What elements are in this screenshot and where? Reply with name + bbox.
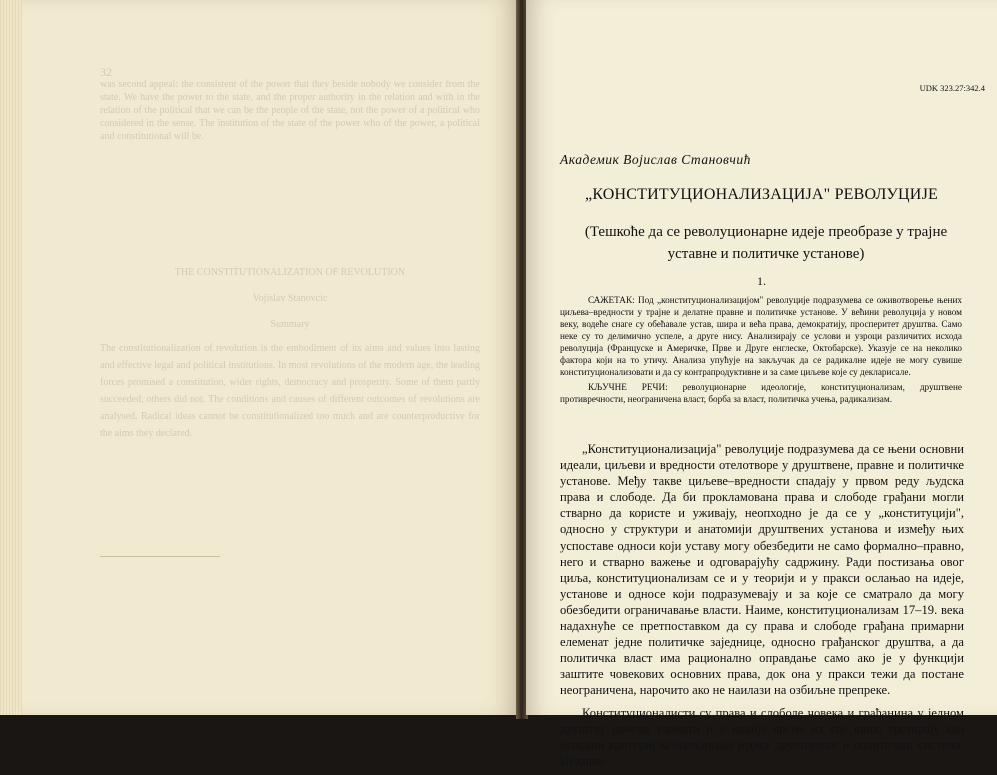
left-page-number: 32: [100, 66, 112, 79]
bleed-through-label: Summary: [270, 319, 310, 330]
article-title: „КОНСТИТУЦИОНАЛИЗАЦИЈА" РЕВОЛУЦИЈЕ: [585, 186, 938, 203]
paragraph-1: „Конституционализација" револуције подразумева да се њени основни идеали, циљеви и вредности отелотворе у друштвене, правне и политичке установе. Међу такве циљеве–вредности спадају у првом реду људска права и слободе. Да би прокламована права и слободе грађани могли стварно да користе и уживају, неопходно је да се у „конституцији", односно у структури и анатомији друштвених установа и између њих успоставе односи који уставу могу обезбедити не само формално–правно, него и стварно важење и одговарајућу садржину. Ради постизања овог циља, конституционализам се и у теорији и у пракси ослањао на идеје, установе и односе који подразумевају и за које се сматрало да могу обезбедити ограничавање власти. Наиме, конституционализам 17–19. века надахнуће се претпоставком да су права и слободе грађана примарни елеменат једне политичке заједнице, односно грађанског друштва, а да политичка власт има рационално оправдање само ако је у функцији заштите човекових основних права, док она у пракси тежи да постане неограничена, нарочито ако не наилази на озбиљне препреке.: [560, 442, 964, 698]
bleed-through-heading: THE CONSTITUTIONALIZATION OF REVOLUTION: [174, 267, 406, 278]
bleed-through-text-bottom: The constitutionalization of revolution is the embodiment of its aims and values into lasting and effective legal and political institutions. In most revolutions of the modern age, the leading forces promised a constitution, wider rights, democracy and prosperity. Some of them partly succeeded, others did not. The conditions and causes of different outcomes of revolutions are analysed. Radical ideas cannot be constitutionalized too much and are counterproductive for the aims they declared.: [100, 343, 480, 439]
author-name: Академик Војислав Становчић: [560, 152, 751, 167]
body-text: [560, 441, 964, 775]
article-subtitle: [566, 221, 966, 265]
section-number: 1.: [757, 274, 766, 288]
udk-code: UDK 323.27:342.4: [919, 83, 985, 93]
bleed-through-rule: [100, 556, 220, 557]
subtitle-line-1: (Тешкоће да се револуционарне идеје преобразе у трајне: [584, 224, 948, 240]
paragraph-2: Конституционалисти су права и слободе човека и грађанина у једном друштву почели узимати и у новије време их све више третирају као основни критериј за оцењивање једног друштвеног и политичког система. Индиви-: [560, 705, 964, 768]
left-page: [0, 0, 518, 715]
keywords-text: КЉУЧНЕ РЕЧИ: револуционарне идеологије, конституционализам, друштвене противречности, неограничена власт, борба за власт, политичка учења, радикализам.: [560, 382, 962, 404]
bleed-through-text-top: was second appeal: the consistent of the power that they beside nobody we consider from the state. We have the power to the state, and the proper authority in the relation and with in the relation of the political that we can be the people of the state, not the power of a political who considered in the sense. The institution of the state of the power who of the power, a political and constitutional will be.: [100, 79, 480, 142]
page-stack-edge: [0, 0, 22, 715]
abstract-text: САЖЕТАК: Под „конституционализацијом" револуције подразумева се оживотворење њених циљева–вредности у трајне и делатне правне и политичке установе. У већини револуција у новом веку, водеће снаге су обећавале устав, шира и већа права, демократију, просперитет друштва. Само неке су то делимично успеле, а друге нису. Анализирају се услови и узроци различитих исхода револуција (Француске и Америчке, Прве и Друге енглеске, Октобарске). Указује се на неколико фактора који на то утичу. Анализа упућује на закључак да се радикалне идеје не могу сувише конституционализовати и да су контрапродуктивне и за саме циљеве које су декларисале.: [560, 295, 962, 377]
bleed-through-author: Vojislav Stanovcic: [252, 293, 328, 304]
subtitle-line-2: уставне и политичке установе): [667, 246, 865, 262]
abstract-block: [560, 294, 962, 405]
right-page: [526, 0, 997, 768]
